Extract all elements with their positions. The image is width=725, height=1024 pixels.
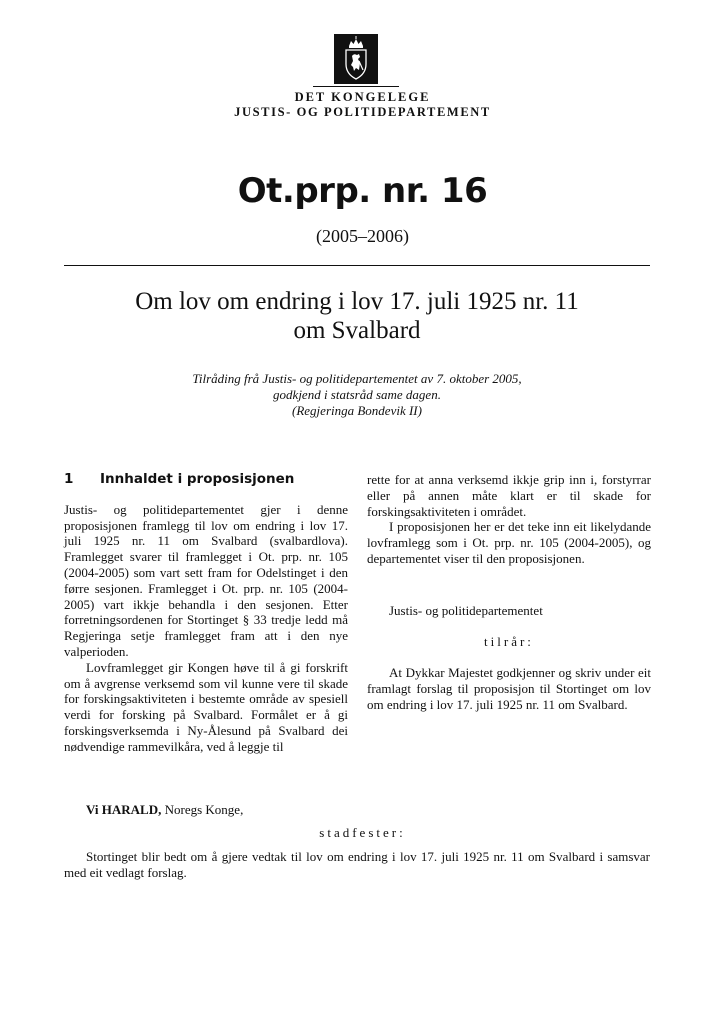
right-column [367,472,651,713]
department-line-2: JUSTIS- OG POLITIDEPARTEMENT [234,105,491,119]
royal-line [64,802,650,818]
submission-line-2: godkjend i statsråd same dagen. [273,387,441,402]
paragraph-1: Justis- og politidepartementet gjer i denne proposisjonen framlegg til lov om endring i lov 17. juli 1925 nr. 11 om Svalbard (svalbardlova). Framlegget svarer til framlegget i Ot. prp. nr. 105 (2004-2005) som vart sett fram for Odelstinget i den førre sesjonen. Framlegget i Ot. prp. nr. 105 (2004-2005) vart ikkje behandla i den sesjonen. Etter forretningsordenen for Stortinget § 33 tredje ledd må Regjeringa setje framlegget fram att i den nye valperioden. [64,501,348,659]
final-resolution: Stortinget blir bedt om å gjere vedtak til lov om endring i lov 17. juli 1925 nr. 11 om Svalbard i samsvar med eit vedlagt forslag. [64,849,650,880]
section-title: Innhaldet i proposisjonen [100,471,295,487]
king-name: Vi HARALD, [86,802,162,817]
submission-line-1: Tilråding frå Justis- og politidepartementet av 7. oktober 2005, [192,371,522,386]
title-divider [64,265,650,266]
section-number: 1 [64,471,74,487]
recommendation-verb: tilrår: [484,633,534,649]
document-subject [64,287,650,345]
document-title: Ot.prp. nr. 16 [237,171,488,211]
paragraph-2-end: rette for at anna verksemd ikkje grip inn i, forstyrrar eller på annen måte klart er til skade for forskingsaktiviteten i området. [367,472,651,519]
paragraph-3: I proposisjonen her er det teke inn eit likelydande lovframlegg som i Ot. prp. nr. 105 (2004-2005), og departementet viser til den proposisjonen. [367,519,651,566]
department-line-1: DET KONGELEGE [294,90,431,104]
royal-verb: stadfester: [319,825,406,840]
submission-note [64,371,650,419]
crest-divider [313,86,399,87]
king-title: Noregs Konge, [161,802,244,817]
recommending-department: Justis- og politidepartementet [389,602,543,618]
paragraph-2-start: Lovframlegget gir Kongen høve til å gi forskrift om å avgrense verksemd som vil kunne vere til skade for forskingsaktiviteten i bestemte område av spesiell verdi for forsking på Svalbard. Formålet er å gi forskingsverksemda i Ny-Ålesund på Svalbard dei nødvendige rammevilkåra, ved å leggje til [64,659,348,754]
recommendation-text: At Dykkar Majestet godkjenner og skriv under eit framlagt forslag til proposisjon til Stortinget om lov om endring i lov 17. juli 1925 nr. 11 om Svalbard. [367,665,651,712]
submission-line-3: (Regjeringa Bondevik II) [292,403,422,418]
subject-line-1: Om lov om endring i lov 17. juli 1925 nr. 11 [135,288,579,315]
document-years: (2005–2006) [316,226,409,246]
section-heading [64,472,348,488]
subject-line-2: om Svalbard [293,317,421,344]
left-column [64,472,348,755]
norwegian-royal-crest-icon [334,34,378,84]
